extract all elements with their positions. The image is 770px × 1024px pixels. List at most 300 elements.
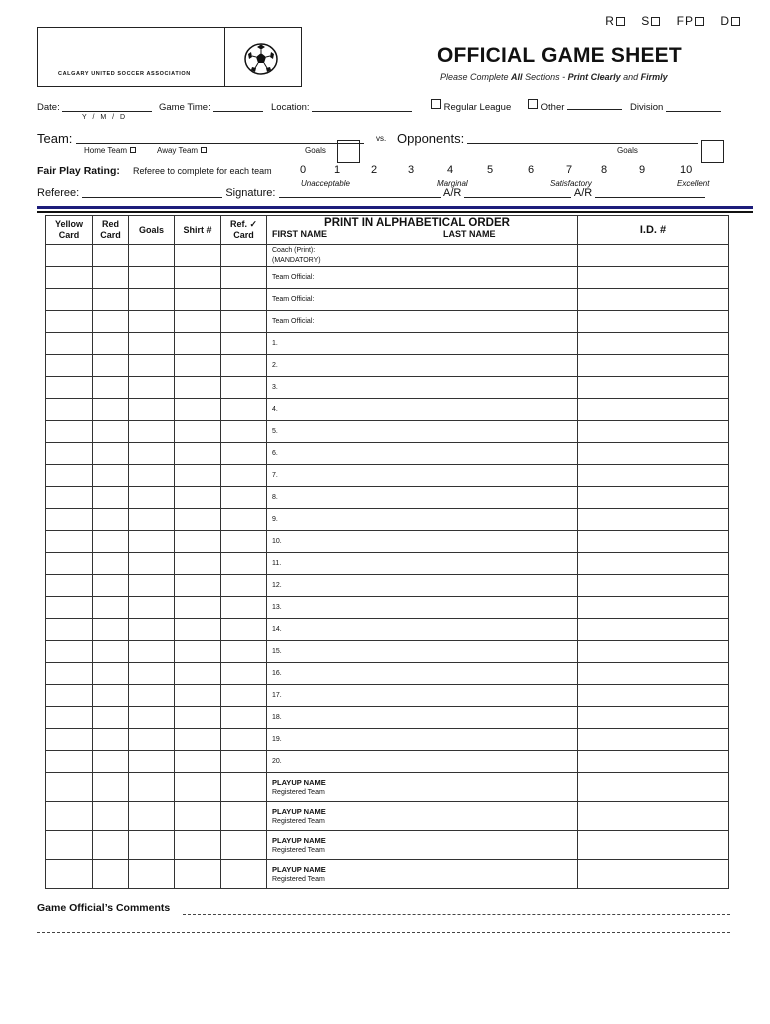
- red-card-cell[interactable]: [93, 729, 129, 751]
- scale-excellent: Excellent: [677, 179, 710, 188]
- name-cell[interactable]: [267, 509, 578, 531]
- name-cell[interactable]: [267, 575, 578, 597]
- shirt-number-cell[interactable]: [175, 575, 221, 597]
- red-card-cell[interactable]: [93, 443, 129, 465]
- goals-cell[interactable]: [129, 333, 175, 355]
- ref-card-cell[interactable]: [221, 707, 267, 729]
- yellow-card-cell[interactable]: [46, 311, 93, 333]
- yellow-card-cell[interactable]: [46, 289, 93, 311]
- name-cell[interactable]: [267, 619, 578, 641]
- name-cell[interactable]: [267, 531, 578, 553]
- name-cell[interactable]: [267, 773, 578, 802]
- goals-cell[interactable]: [129, 860, 175, 889]
- goals-cell[interactable]: [129, 399, 175, 421]
- team-goals-label: Goals: [305, 146, 326, 155]
- goals-cell[interactable]: [129, 509, 175, 531]
- id-cell[interactable]: [578, 575, 729, 597]
- id-cell[interactable]: [578, 553, 729, 575]
- id-cell[interactable]: [578, 619, 729, 641]
- versus-label: vs.: [376, 134, 387, 143]
- red-card-cell[interactable]: [93, 707, 129, 729]
- name-cell[interactable]: [267, 333, 578, 355]
- red-card-cell[interactable]: [93, 831, 129, 860]
- shirt-number-cell[interactable]: [175, 465, 221, 487]
- opponents-label: Opponents:: [397, 131, 465, 146]
- name-cell[interactable]: [267, 553, 578, 575]
- id-cell[interactable]: [578, 860, 729, 889]
- playup-row: [46, 831, 729, 860]
- first-name-header: FIRST NAME: [272, 229, 327, 239]
- goals-cell[interactable]: [129, 377, 175, 399]
- form-type-codes: [605, 14, 740, 28]
- code-fp: FP: [677, 14, 704, 28]
- scale-satisfactory: Satisfactory: [550, 179, 592, 188]
- regular-league-option[interactable]: Regular League: [430, 99, 511, 113]
- ref-card-header: Ref. ✓ Card: [221, 216, 267, 245]
- yellow-card-cell[interactable]: [46, 509, 93, 531]
- yellow-card-cell[interactable]: [46, 663, 93, 685]
- soccer-ball-icon: [244, 42, 278, 76]
- goals-cell[interactable]: [129, 531, 175, 553]
- row-label: 10.: [272, 538, 282, 545]
- ar2-field[interactable]: A/R: [574, 187, 705, 199]
- shirt-number-cell[interactable]: [175, 597, 221, 619]
- ref-card-cell[interactable]: [221, 773, 267, 802]
- checkbox-fp[interactable]: [695, 17, 704, 26]
- opponents-name-field[interactable]: [467, 143, 698, 144]
- red-card-cell[interactable]: [93, 751, 129, 773]
- ref-card-cell[interactable]: [221, 751, 267, 773]
- goals-cell[interactable]: [129, 663, 175, 685]
- rating-3[interactable]: 3: [408, 164, 415, 176]
- ref-card-cell[interactable]: [221, 399, 267, 421]
- goals-cell[interactable]: [129, 619, 175, 641]
- shirt-number-cell[interactable]: [175, 289, 221, 311]
- playup-row: [46, 773, 729, 802]
- red-card-cell[interactable]: [93, 333, 129, 355]
- player-row: [46, 443, 729, 465]
- goals-cell[interactable]: [129, 831, 175, 860]
- id-cell[interactable]: [578, 729, 729, 751]
- alphabetical-order-note: PRINT IN ALPHABETICAL ORDER: [324, 217, 510, 229]
- date-field[interactable]: Date:: [37, 102, 152, 113]
- playup-row: [46, 860, 729, 889]
- id-cell[interactable]: [578, 465, 729, 487]
- red-card-cell[interactable]: [93, 531, 129, 553]
- ref-card-cell[interactable]: [221, 831, 267, 860]
- ref-card-cell[interactable]: [221, 619, 267, 641]
- yellow-card-cell[interactable]: [46, 531, 93, 553]
- row-label: 1.: [272, 340, 278, 347]
- yellow-card-cell[interactable]: [46, 597, 93, 619]
- red-card-cell[interactable]: [93, 311, 129, 333]
- id-cell[interactable]: [578, 487, 729, 509]
- shirt-number-cell[interactable]: [175, 531, 221, 553]
- ref-card-cell[interactable]: [221, 377, 267, 399]
- yellow-card-cell[interactable]: [46, 443, 93, 465]
- id-cell[interactable]: [578, 311, 729, 333]
- yellow-card-cell[interactable]: [46, 773, 93, 802]
- shirt-number-cell[interactable]: [175, 333, 221, 355]
- location-field[interactable]: Location:: [271, 102, 412, 113]
- name-cell[interactable]: [267, 751, 578, 773]
- checkbox-d[interactable]: [731, 17, 740, 26]
- goals-cell[interactable]: [129, 751, 175, 773]
- comments-label: Game Official’s Comments: [37, 902, 171, 914]
- yellow-card-cell[interactable]: [46, 707, 93, 729]
- name-cell[interactable]: [267, 663, 578, 685]
- id-cell[interactable]: [578, 245, 729, 267]
- name-header: [267, 216, 578, 245]
- red-card-cell[interactable]: [93, 663, 129, 685]
- home-team-option[interactable]: Home Team: [84, 146, 136, 155]
- name-cell[interactable]: [267, 355, 578, 377]
- away-team-option[interactable]: Away Team: [157, 146, 207, 155]
- goals-cell[interactable]: [129, 773, 175, 802]
- yellow-card-cell[interactable]: [46, 421, 93, 443]
- player-row: [46, 751, 729, 773]
- id-cell[interactable]: [578, 421, 729, 443]
- shirt-number-cell[interactable]: [175, 831, 221, 860]
- name-cell[interactable]: [267, 267, 578, 289]
- page-title: OFFICIAL GAME SHEET: [437, 44, 682, 67]
- yellow-card-cell[interactable]: [46, 641, 93, 663]
- goals-cell[interactable]: [129, 597, 175, 619]
- name-cell[interactable]: [267, 597, 578, 619]
- red-card-cell[interactable]: [93, 487, 129, 509]
- id-cell[interactable]: [578, 663, 729, 685]
- name-cell[interactable]: [267, 377, 578, 399]
- other-option[interactable]: Other: [527, 99, 622, 113]
- yellow-card-cell[interactable]: [46, 729, 93, 751]
- ref-card-cell[interactable]: [221, 443, 267, 465]
- yellow-card-cell[interactable]: [46, 751, 93, 773]
- ref-card-cell[interactable]: [221, 465, 267, 487]
- ref-card-cell[interactable]: [221, 685, 267, 707]
- name-cell[interactable]: [267, 729, 578, 751]
- ref-card-cell[interactable]: [221, 311, 267, 333]
- name-cell[interactable]: [267, 685, 578, 707]
- goals-cell[interactable]: [129, 487, 175, 509]
- rating-10[interactable]: 10: [680, 164, 693, 176]
- ref-card-cell[interactable]: [221, 663, 267, 685]
- rating-8[interactable]: 8: [601, 164, 608, 176]
- row-label: 16.: [272, 670, 282, 677]
- shirt-number-cell[interactable]: [175, 685, 221, 707]
- goals-cell[interactable]: [129, 355, 175, 377]
- row-label: 14.: [272, 626, 282, 633]
- red-card-cell[interactable]: [93, 575, 129, 597]
- ref-card-cell[interactable]: [221, 641, 267, 663]
- id-cell[interactable]: [578, 267, 729, 289]
- id-header: I.D. #: [578, 216, 729, 245]
- id-cell[interactable]: [578, 773, 729, 802]
- referee-row: [37, 187, 705, 199]
- goals-cell[interactable]: [129, 421, 175, 443]
- shirt-number-cell[interactable]: [175, 751, 221, 773]
- shirt-number-cell[interactable]: [175, 487, 221, 509]
- red-card-cell[interactable]: [93, 245, 129, 267]
- ref-card-cell[interactable]: [221, 597, 267, 619]
- ref-card-cell[interactable]: [221, 333, 267, 355]
- fair-play-label: Fair Play Rating:: [37, 165, 120, 177]
- rating-6[interactable]: 6: [528, 164, 535, 176]
- name-cell[interactable]: [267, 311, 578, 333]
- red-card-cell[interactable]: [93, 509, 129, 531]
- goals-cell[interactable]: [129, 729, 175, 751]
- checkbox-s[interactable]: [651, 17, 660, 26]
- shirt-number-cell[interactable]: [175, 399, 221, 421]
- id-cell[interactable]: [578, 399, 729, 421]
- goals-cell[interactable]: [129, 575, 175, 597]
- id-cell[interactable]: [578, 333, 729, 355]
- name-cell[interactable]: [267, 707, 578, 729]
- yellow-card-cell[interactable]: [46, 487, 93, 509]
- row-label: 8.: [272, 494, 278, 501]
- goals-cell[interactable]: [129, 802, 175, 831]
- shirt-number-cell[interactable]: [175, 773, 221, 802]
- playup-name-label: PLAYUP NAME: [272, 864, 326, 874]
- shirt-number-cell[interactable]: [175, 729, 221, 751]
- comments-field-line-2[interactable]: [37, 932, 730, 933]
- goals-cell[interactable]: [129, 465, 175, 487]
- rating-2[interactable]: 2: [371, 164, 378, 176]
- other-checkbox[interactable]: [528, 99, 538, 109]
- yellow-card-cell[interactable]: [46, 860, 93, 889]
- id-cell[interactable]: [578, 597, 729, 619]
- row-label: 12.: [272, 582, 282, 589]
- shirt-number-cell[interactable]: [175, 553, 221, 575]
- team-name-field[interactable]: [76, 143, 364, 144]
- goals-cell[interactable]: [129, 267, 175, 289]
- goals-cell[interactable]: [129, 311, 175, 333]
- ref-card-cell[interactable]: [221, 729, 267, 751]
- playup-row: [46, 802, 729, 831]
- shirt-number-cell[interactable]: [175, 443, 221, 465]
- association-logo-box: [37, 27, 302, 87]
- yellow-card-cell[interactable]: [46, 575, 93, 597]
- id-cell[interactable]: [578, 355, 729, 377]
- row-label: 6.: [272, 450, 278, 457]
- goals-cell[interactable]: [129, 685, 175, 707]
- red-card-cell[interactable]: [93, 355, 129, 377]
- player-row: [46, 421, 729, 443]
- shirt-number-cell[interactable]: [175, 311, 221, 333]
- yellow-card-cell[interactable]: [46, 399, 93, 421]
- yellow-card-cell[interactable]: [46, 377, 93, 399]
- goals-cell[interactable]: [129, 443, 175, 465]
- red-card-cell[interactable]: [93, 553, 129, 575]
- name-cell[interactable]: [267, 245, 578, 267]
- player-row: [46, 707, 729, 729]
- red-card-cell[interactable]: [93, 802, 129, 831]
- goals-cell[interactable]: [129, 245, 175, 267]
- shirt-number-cell[interactable]: [175, 641, 221, 663]
- id-cell[interactable]: [578, 685, 729, 707]
- rating-0[interactable]: 0: [300, 164, 307, 176]
- red-card-cell[interactable]: [93, 465, 129, 487]
- id-cell[interactable]: [578, 377, 729, 399]
- playup-name-label: PLAYUP NAME: [272, 777, 326, 787]
- red-card-cell[interactable]: [93, 597, 129, 619]
- ref-card-cell[interactable]: [221, 860, 267, 889]
- ref-card-cell[interactable]: [221, 509, 267, 531]
- scale-unacceptable: Unacceptable: [301, 179, 350, 188]
- rating-7[interactable]: 7: [566, 164, 573, 176]
- player-row: [46, 333, 729, 355]
- id-cell[interactable]: [578, 641, 729, 663]
- away-team-checkbox[interactable]: [201, 147, 207, 153]
- player-row: [46, 575, 729, 597]
- opponents-goals-box[interactable]: [701, 140, 724, 163]
- team-official-row: [46, 267, 729, 289]
- shirt-number-cell[interactable]: [175, 619, 221, 641]
- id-cell[interactable]: [578, 751, 729, 773]
- id-cell[interactable]: [578, 531, 729, 553]
- shirt-number-cell[interactable]: [175, 802, 221, 831]
- name-cell[interactable]: [267, 399, 578, 421]
- row-label: 2.: [272, 362, 278, 369]
- name-cell[interactable]: [267, 465, 578, 487]
- player-row: [46, 641, 729, 663]
- ref-card-cell[interactable]: [221, 355, 267, 377]
- rating-9[interactable]: 9: [639, 164, 646, 176]
- team-official-row: [46, 289, 729, 311]
- ref-card-cell[interactable]: [221, 421, 267, 443]
- yellow-card-cell[interactable]: [46, 685, 93, 707]
- rating-1[interactable]: 1: [334, 164, 341, 176]
- player-row: [46, 399, 729, 421]
- id-cell[interactable]: [578, 443, 729, 465]
- red-card-cell[interactable]: [93, 267, 129, 289]
- row-label: 15.: [272, 648, 282, 655]
- goals-cell[interactable]: [129, 707, 175, 729]
- yellow-card-cell[interactable]: [46, 831, 93, 860]
- fair-play-description: Referee to complete for each team: [133, 166, 272, 176]
- shirt-number-cell[interactable]: [175, 377, 221, 399]
- player-row: [46, 619, 729, 641]
- home-team-checkbox[interactable]: [130, 147, 136, 153]
- referee-field[interactable]: Referee:: [37, 187, 222, 199]
- comments-field-line-1[interactable]: [183, 914, 730, 915]
- id-cell[interactable]: [578, 802, 729, 831]
- player-row: [46, 553, 729, 575]
- shirt-number-cell[interactable]: [175, 509, 221, 531]
- player-row: [46, 465, 729, 487]
- red-card-cell[interactable]: [93, 773, 129, 802]
- id-cell[interactable]: [578, 707, 729, 729]
- opponents-goals-label: Goals: [617, 146, 638, 155]
- name-cell[interactable]: [267, 421, 578, 443]
- ar1-field[interactable]: A/R: [443, 187, 571, 199]
- goals-cell[interactable]: [129, 641, 175, 663]
- rating-4[interactable]: 4: [447, 164, 454, 176]
- shirt-number-cell[interactable]: [175, 355, 221, 377]
- association-name: CALGARY UNITED SOCCER ASSOCIATION: [58, 71, 191, 77]
- yellow-card-cell[interactable]: [46, 465, 93, 487]
- red-card-cell[interactable]: [93, 377, 129, 399]
- yellow-card-cell[interactable]: [46, 355, 93, 377]
- team-label: Team:: [37, 131, 73, 146]
- yellow-card-header: Yellow Card: [46, 216, 93, 245]
- name-cell[interactable]: [267, 641, 578, 663]
- row-label: 9.: [272, 516, 278, 523]
- yellow-card-cell[interactable]: [46, 267, 93, 289]
- id-cell[interactable]: [578, 831, 729, 860]
- player-row: [46, 663, 729, 685]
- row-label: 11.: [272, 560, 282, 567]
- row-label: Registered Team: [272, 817, 325, 825]
- red-card-cell[interactable]: [93, 685, 129, 707]
- regular-league-checkbox[interactable]: [431, 99, 441, 109]
- name-cell[interactable]: [267, 831, 578, 860]
- division-field[interactable]: Division: [630, 102, 721, 113]
- player-row: [46, 597, 729, 619]
- row-label: Team Official:: [272, 274, 315, 281]
- ref-card-cell[interactable]: [221, 267, 267, 289]
- ref-card-cell[interactable]: [221, 289, 267, 311]
- shirt-number-cell[interactable]: [175, 421, 221, 443]
- signature-field[interactable]: Signature:: [225, 187, 440, 199]
- name-cell[interactable]: [267, 487, 578, 509]
- ref-card-cell[interactable]: [221, 802, 267, 831]
- row-label: (MANDATORY): [272, 257, 321, 264]
- red-card-cell[interactable]: [93, 421, 129, 443]
- row-label: 13.: [272, 604, 282, 611]
- goals-cell[interactable]: [129, 289, 175, 311]
- name-cell[interactable]: [267, 443, 578, 465]
- row-label: 3.: [272, 384, 278, 391]
- red-card-cell[interactable]: [93, 399, 129, 421]
- ref-card-cell[interactable]: [221, 487, 267, 509]
- yellow-card-cell[interactable]: [46, 802, 93, 831]
- red-card-cell[interactable]: [93, 641, 129, 663]
- goals-cell[interactable]: [129, 553, 175, 575]
- shirt-number-cell[interactable]: [175, 245, 221, 267]
- name-cell[interactable]: [267, 860, 578, 889]
- red-card-cell[interactable]: [93, 289, 129, 311]
- team-goals-box[interactable]: [337, 140, 360, 163]
- player-row: [46, 531, 729, 553]
- yellow-card-cell[interactable]: [46, 245, 93, 267]
- ref-card-cell[interactable]: [221, 245, 267, 267]
- yellow-card-cell[interactable]: [46, 553, 93, 575]
- id-cell[interactable]: [578, 289, 729, 311]
- shirt-number-cell[interactable]: [175, 860, 221, 889]
- ref-card-cell[interactable]: [221, 575, 267, 597]
- red-card-cell[interactable]: [93, 860, 129, 889]
- ref-card-cell[interactable]: [221, 553, 267, 575]
- shirt-number-cell[interactable]: [175, 707, 221, 729]
- coach-row: [46, 245, 729, 267]
- shirt-number-cell[interactable]: [175, 267, 221, 289]
- game-time-field[interactable]: Game Time:: [159, 102, 263, 113]
- ref-card-cell[interactable]: [221, 531, 267, 553]
- name-cell[interactable]: [267, 802, 578, 831]
- name-cell[interactable]: [267, 289, 578, 311]
- row-label: 5.: [272, 428, 278, 435]
- yellow-card-cell[interactable]: [46, 333, 93, 355]
- playup-name-label: PLAYUP NAME: [272, 806, 326, 816]
- id-cell[interactable]: [578, 509, 729, 531]
- red-card-cell[interactable]: [93, 619, 129, 641]
- player-row: [46, 487, 729, 509]
- row-label: Team Official:: [272, 318, 315, 325]
- yellow-card-cell[interactable]: [46, 619, 93, 641]
- shirt-number-cell[interactable]: [175, 663, 221, 685]
- rating-5[interactable]: 5: [487, 164, 494, 176]
- checkbox-r[interactable]: [616, 17, 625, 26]
